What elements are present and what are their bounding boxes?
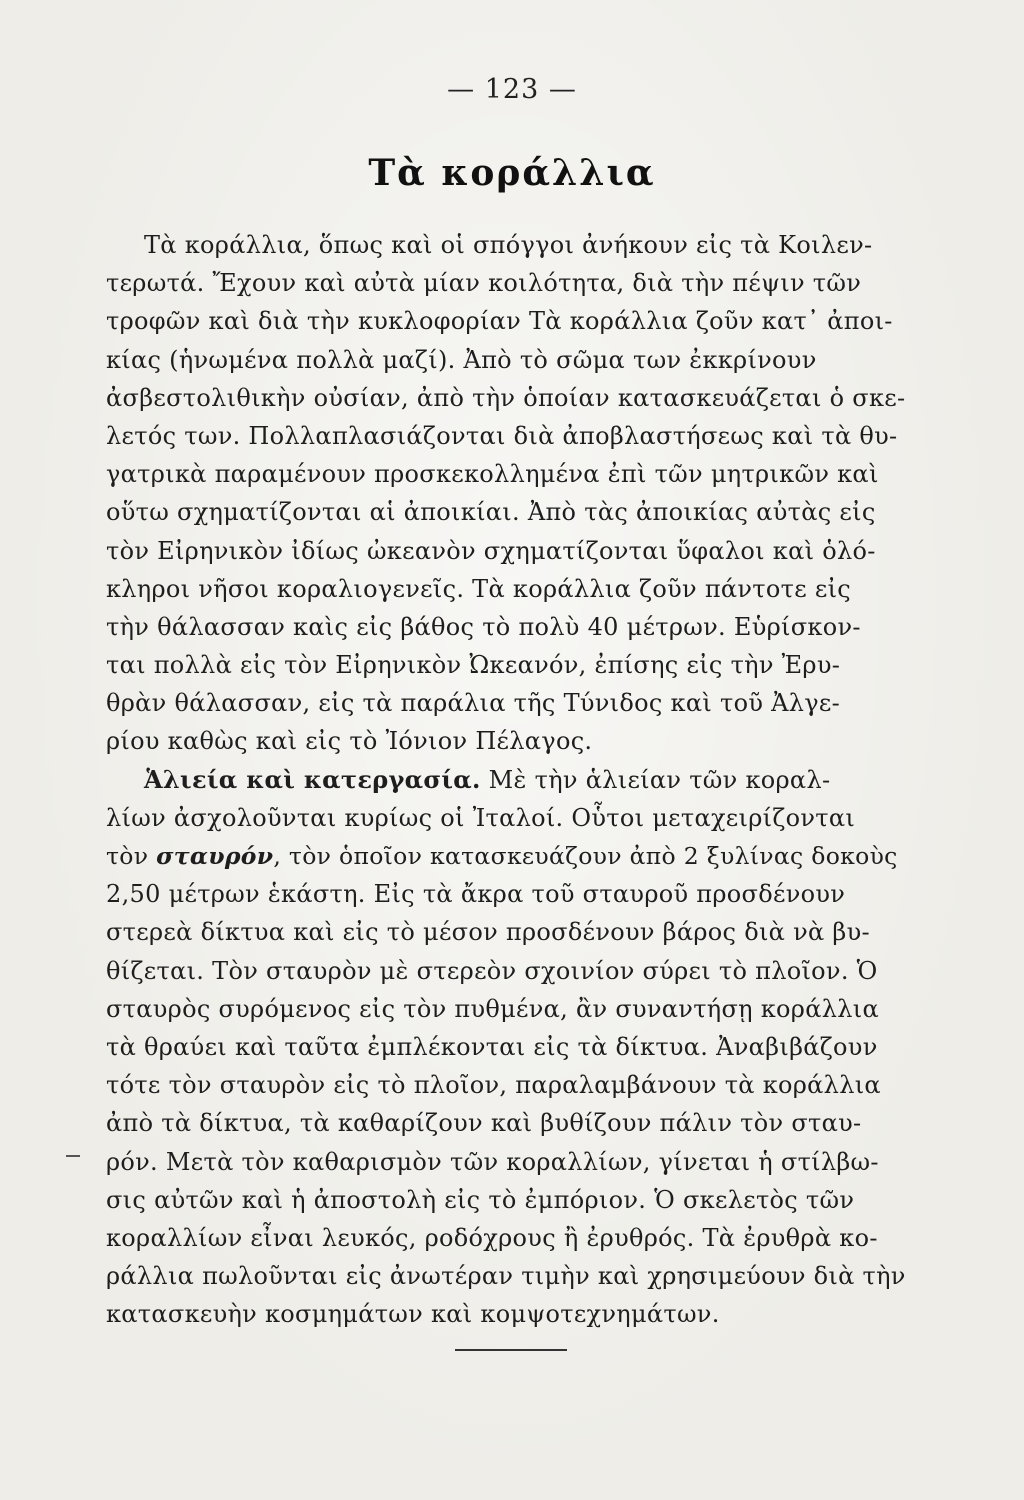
text-line: θίζεται. Τὸν σταυρὸν μὲ στερεὸν σχοινίον σύρει τὸ πλοῖον. Ὁ [106, 956, 878, 985]
text-line: τὸν Εἰρηνικὸν ἰδίως ὠκεανὸν σχηματίζονται ὕφαλοι καὶ ὁλό- [106, 536, 876, 565]
end-rule [455, 1349, 567, 1351]
text-line: κίας (ἡνωμένα πολλὰ μαζί). Ἀπὸ τὸ σῶμα των ἐκκρίνουν [106, 345, 817, 374]
text-line: σις αὐτῶν καὶ ἡ ἀποστολὴ εἰς τὸ ἐμπόριον. Ὁ σκελετὸς τῶν [106, 1185, 855, 1214]
text-line: ἀσβεστολιθικὴν οὐσίαν, ἀπὸ τὴν ὁποίαν κατασκευάζεται ὁ σκε- [106, 383, 906, 412]
text-line: οὕτω σχηματίζονται αἱ ἀποικίαι. Ἀπὸ τὰς ἀποικίας αὐτὰς εἰς [106, 498, 876, 527]
text-line: κοραλλίων εἶναι λευκός, ροδόχρους ἢ ἐρυθρός. Τὰ ἐρυθρὰ κο- [106, 1223, 878, 1252]
text-line: ρόν. Μετὰ τὸν καθαρισμὸν τῶν κοραλλίων, γίνεται ἡ στίλβω- [106, 1147, 879, 1176]
text-line: κατασκευὴν κοσμημάτων καὶ κομψοτεχνημάτων. [106, 1300, 720, 1329]
text-line: θρὰν θάλασσαν, εἰς τὰ παράλια τῆς Τύνιδος καὶ τοῦ Ἀλγε- [106, 689, 841, 718]
text-line: τὰ θραύει καὶ ταῦτα ἐμπλέκονται εἰς τὰ δίκτυα. Ἀναβιβάζουν [106, 1032, 878, 1061]
text-line: 2,50 μέτρων ἑκάστη. Εἰς τὰ ἄκρα τοῦ σταυροῦ προσδένουν [106, 880, 846, 909]
text-line: τερωτά. Ἔχουν καὶ αὐτὰ μίαν κοιλότητα, διὰ τὴν πέψιν τῶν [106, 269, 862, 298]
text-line: ται πολλὰ εἰς τὸν Εἰρηνικὸν Ὠκεανόν, ἐπίσης εἰς τὴν Ἐρυ- [106, 651, 841, 680]
section-subheading: Ἁλιεία καὶ κατεργασία. [144, 764, 481, 794]
body-text [106, 226, 912, 1333]
margin-mark [66, 1155, 80, 1157]
text-line: τὴν θάλασσαν καὶς εἰς βάθος τὸ πολὺ 40 μέτρων. Εὑρίσκον- [106, 612, 861, 641]
page-title: Τὰ κοράλλια [368, 152, 656, 194]
text-line: σταυρὸς συρόμενος εἰς τὸν πυθμένα, ἂν συναντήσῃ κοράλλια [106, 994, 879, 1023]
text-line: τροφῶν καὶ διὰ τὴν κυκλοφορίαν Τὰ κοράλλια ζοῦν κατ᾿ ἀποι- [106, 307, 893, 336]
text-line: ράλλια πωλοῦνται εἰς ἀνωτέραν τιμὴν καὶ χρησιμεύουν διὰ τὴν [106, 1262, 906, 1291]
page-number: — 123 — [447, 74, 577, 105]
text-span: , τὸν ὁποῖον κατασκευάζουν ἀπὸ 2 ξυλίνας δοκοὺς [273, 842, 898, 870]
text-line: γατρικὰ παραμένουν προσκεκολλημένα ἐπὶ τῶν μητρικῶν καὶ [106, 460, 879, 489]
text-line: στερεὰ δίκτυα καὶ εἰς τὸ μέσον προσδένουν βάρος διὰ νὰ βυ- [106, 918, 870, 947]
text-line [106, 761, 912, 799]
text-line: ρίου καθὼς καὶ εἰς τὸ Ἰόνιον Πέλαγος. [106, 727, 593, 756]
text-line: κληροι νῆσοι κοραλιογενεῖς. Τὰ κοράλλια ζοῦν πάντοτε εἰς [106, 574, 852, 603]
text-line [106, 837, 912, 875]
text-line: λετός των. Πολλαπλασιάζονται διὰ ἀποβλαστήσεως καὶ τὰ θυ- [106, 421, 898, 450]
text-line: Τὰ κοράλλια, ὅπως καὶ οἱ σπόγγοι ἀνήκουν εἰς τὰ Κοιλεν- [144, 231, 873, 259]
text-span: Μὲ τὴν ἁλιείαν τῶν κοραλ- [488, 765, 831, 794]
text-span: τὸν [106, 842, 149, 870]
text-line: τότε τὸν σταυρὸν εἰς τὸ πλοῖον, παραλαμβάνουν τὰ κοράλλια [106, 1071, 881, 1100]
text-line: ἀπὸ τὰ δίκτυα, τὰ καθαρίζουν καὶ βυθίζουν πάλιν τὸν σταυ- [106, 1109, 862, 1138]
emphasized-term: σταυρόν [156, 842, 274, 870]
text-line: λίων ἀσχολοῦνται κυρίως οἱ Ἰταλοί. Οὗτοι μεταχειρίζονται [106, 803, 856, 832]
